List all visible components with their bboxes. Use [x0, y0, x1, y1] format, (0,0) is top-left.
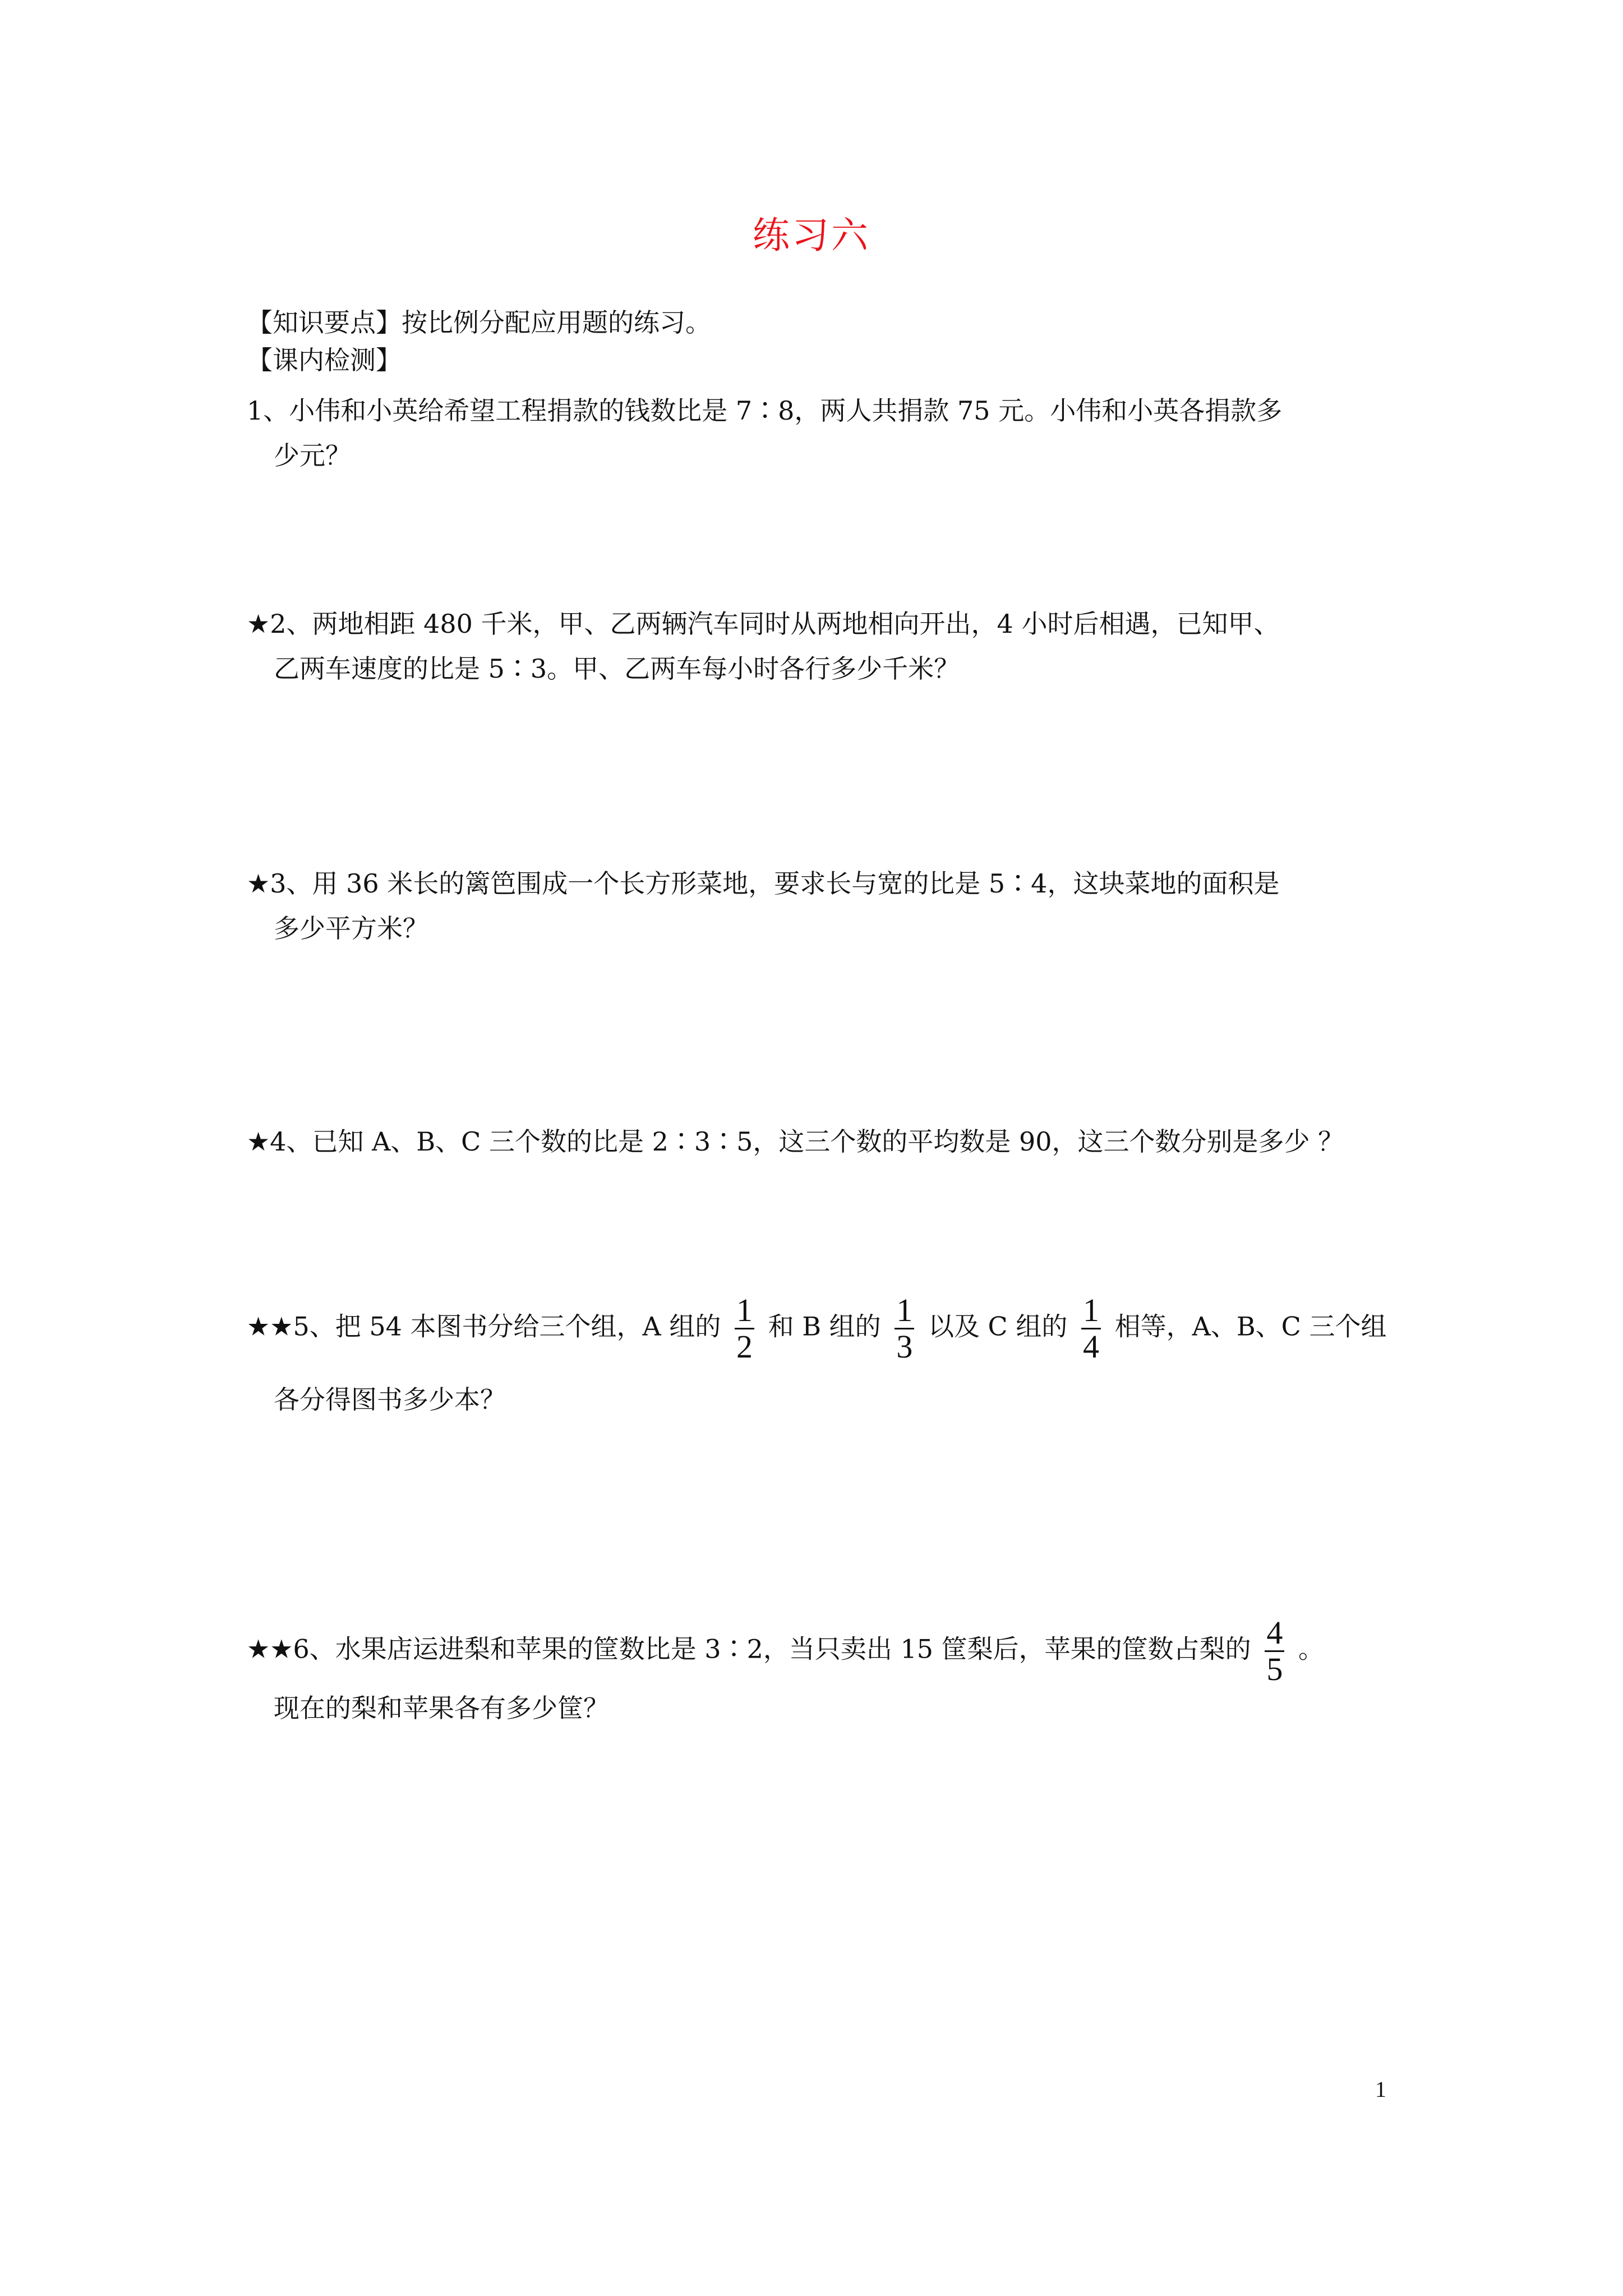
- problem-5-text-d: 相等，A、B、C 三个组: [1114, 1311, 1387, 1342]
- page-title: 练习六: [753, 214, 870, 257]
- problem-1-line-1: 1、小伟和小英给希望工程捐款的钱数比是 7∶8，两人共捐款 75 元。小伟和小英各捐款多: [247, 395, 1283, 426]
- fraction-denominator: 5: [1266, 1651, 1283, 1687]
- problem-6-line-2: 现在的梨和苹果各有多少筐？: [274, 1693, 609, 1723]
- page-number: 1: [1375, 2077, 1386, 2102]
- problem-5-line-2: 各分得图书多少本？: [274, 1384, 506, 1415]
- problem-6-text-b: 。: [1298, 1634, 1324, 1664]
- fraction-numerator: 1: [896, 1292, 913, 1328]
- fraction-one-third: [895, 1293, 914, 1364]
- fraction-one-fourth: [1081, 1293, 1101, 1364]
- problem-1-line-2: 少元？: [274, 440, 351, 471]
- difficulty-star-icon: ★: [247, 609, 270, 639]
- problem-5-text-c: 以及 C 组的: [928, 1311, 1068, 1342]
- fraction-one-half: [735, 1293, 754, 1364]
- problem-2-line-1: [247, 607, 1279, 641]
- problem-6-line-1: [247, 1616, 1324, 1687]
- problem-5-text-a: 5、把 54 本图书分给三个组，A 组的: [293, 1311, 721, 1342]
- fraction-denominator: 2: [736, 1328, 753, 1365]
- problem-6-text-a: 6、水果店运进梨和苹果的筐数比是 3∶2，当只卖出 15 筐梨后，苹果的筐数占梨的: [293, 1634, 1251, 1664]
- problem-5-line-1: [247, 1293, 1386, 1364]
- fraction-numerator: 1: [736, 1292, 753, 1328]
- problem-3-line-1: [247, 867, 1279, 900]
- difficulty-stars-icon: ★★: [247, 1634, 293, 1664]
- problem-2-line-2: 乙两车速度的比是 5∶3。甲、乙两车每小时各行多少千米？: [274, 654, 960, 684]
- knowledge-point: 【知识要点】按比例分配应用题的练习。: [247, 307, 711, 338]
- fraction-numerator: 1: [1083, 1292, 1100, 1328]
- problem-5-text-b: 和 B 组的: [768, 1311, 881, 1342]
- fraction-denominator: 4: [1083, 1328, 1100, 1365]
- problem-3-text: 3、用 36 米长的篱笆围成一个长方形菜地，要求长与宽的比是 5∶4，这块菜地的面积是: [270, 868, 1280, 899]
- difficulty-star-icon: ★: [247, 868, 270, 899]
- fraction-four-fifths: [1265, 1616, 1284, 1687]
- problem-4-line-1: [247, 1125, 1344, 1158]
- fraction-numerator: 4: [1266, 1614, 1283, 1651]
- problem-2-text: 2、两地相距 480 千米，甲、乙两辆汽车同时从两地相向开出，4 小时后相遇，已知甲、: [270, 609, 1280, 639]
- problem-3-line-2: 多少平方米？: [274, 913, 428, 944]
- fraction-denominator: 3: [896, 1328, 913, 1365]
- problem-4-text: 4、已知 A、B、C 三个数的比是 2∶3∶5，这三个数的平均数是 90，这三个数分别是多少 ？: [270, 1126, 1344, 1157]
- section-heading: 【课内检测】: [247, 345, 402, 375]
- difficulty-stars-icon: ★★: [247, 1311, 293, 1342]
- difficulty-star-icon: ★: [247, 1126, 270, 1157]
